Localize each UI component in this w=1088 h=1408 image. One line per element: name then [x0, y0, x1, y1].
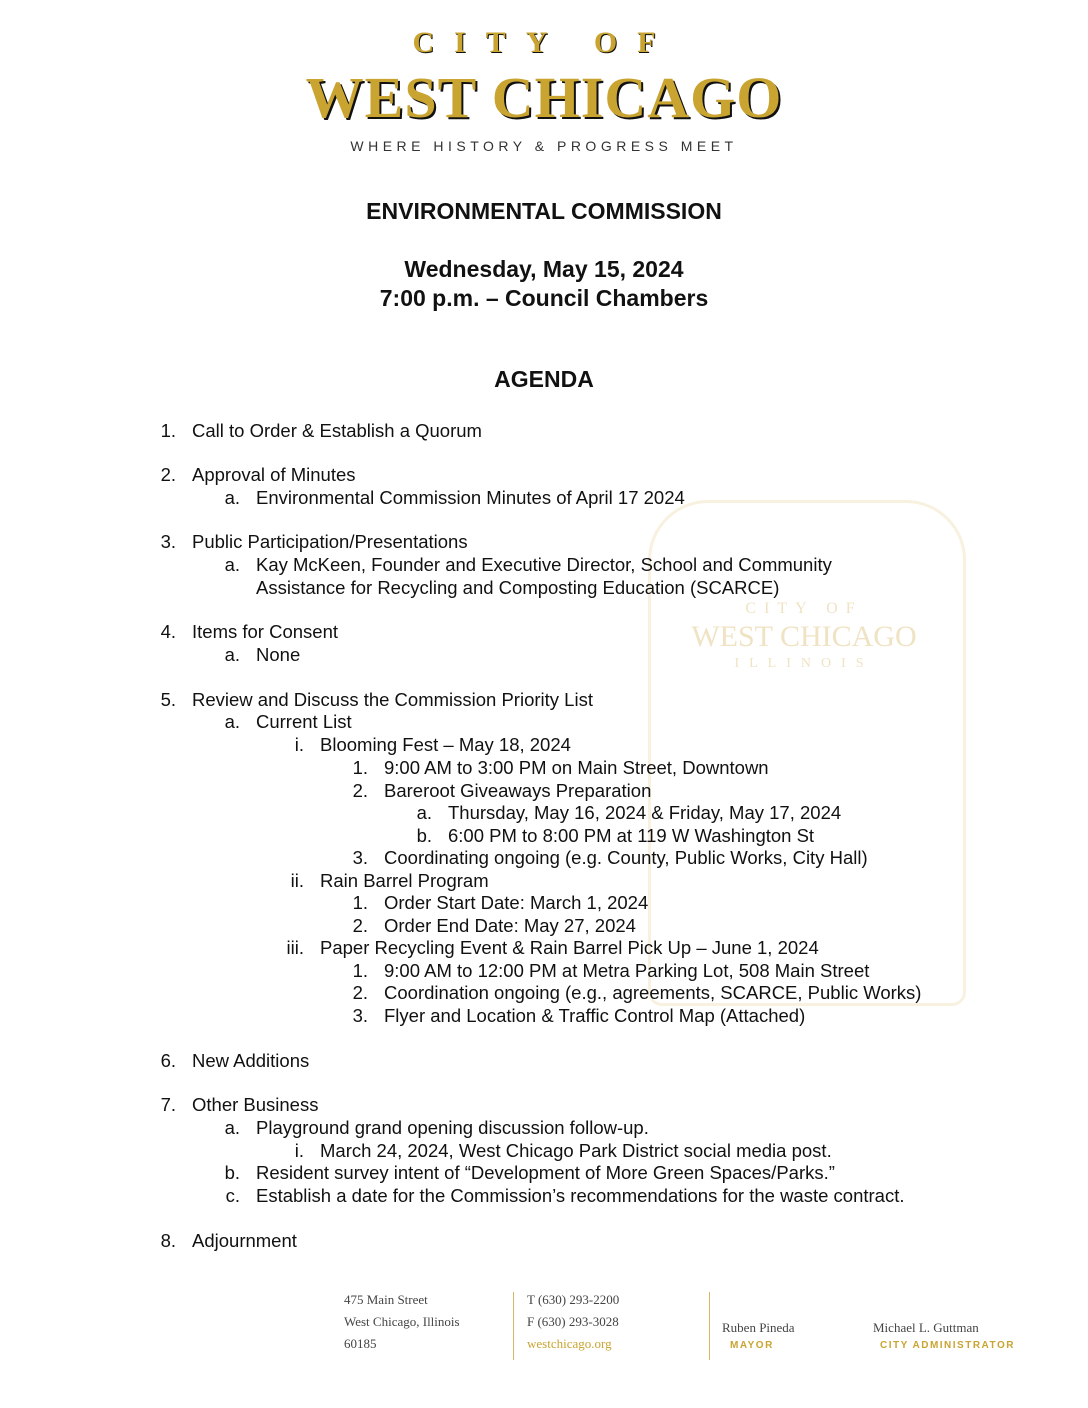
agenda-item-number: 3. — [352, 847, 368, 868]
agenda-item-text: Flyer and Location & Traffic Control Map (Attached) — [384, 1005, 806, 1026]
footer-phone: T (630) 293-2200 — [527, 1292, 620, 1307]
agenda-item-number: 1. — [352, 757, 368, 778]
watermark-city-of: CITY OF — [745, 600, 863, 617]
agenda-item-number: 3. — [160, 531, 176, 552]
watermark-west-chicago: WEST CHICAGO — [691, 620, 917, 653]
agenda-item-text: March 24, 2024, West Chicago Park District social media post. — [320, 1140, 832, 1161]
agenda-item-text: Thursday, May 16, 2024 & Friday, May 17, 2024 — [448, 802, 842, 823]
agenda-item-text: Paper Recycling Event & Rain Barrel Pick Up – June 1, 2024 — [320, 937, 819, 958]
agenda-item-text: Playground grand opening discussion follow-up. — [256, 1117, 649, 1138]
agenda-item-number: 7. — [160, 1094, 176, 1115]
agenda-item-text: Adjournment — [192, 1230, 297, 1251]
footer-divider-1 — [513, 1292, 514, 1360]
footer-address-city: West Chicago, Illinois — [344, 1314, 460, 1329]
agenda-item-text: None — [256, 644, 301, 665]
agenda-item-text: Coordination ongoing (e.g., agreements, SCARCE, Public Works) — [384, 982, 922, 1003]
agenda-title: AGENDA — [494, 366, 594, 392]
footer-mayor-name: Ruben Pineda — [722, 1320, 795, 1335]
agenda-item-text: Call to Order & Establish a Quorum — [192, 420, 482, 441]
agenda-item-text: Rain Barrel Program — [320, 870, 489, 891]
agenda-item-text: Blooming Fest – May 18, 2024 — [320, 734, 571, 755]
footer-address-zip: 60185 — [344, 1336, 377, 1351]
footer-admin-name: Michael L. Guttman — [873, 1320, 979, 1335]
agenda-item-text: Assistance for Recycling and Composting Education (SCARCE) — [256, 577, 780, 598]
agenda-item-number: 3. — [352, 1005, 368, 1026]
brand-city-of: CITY OF — [412, 26, 676, 59]
agenda-item-text: Other Business — [192, 1094, 319, 1115]
agenda-item-number: 2. — [352, 780, 368, 801]
agenda-item-text: Resident survey intent of “Development of More Green Spaces/Parks.” — [256, 1162, 835, 1183]
agenda-item-text: Environmental Commission Minutes of April 17 2024 — [256, 487, 685, 508]
meeting-time-place: 7:00 p.m. – Council Chambers — [379, 285, 709, 311]
agenda-item-number: b. — [416, 825, 432, 846]
agenda-item-number: 1. — [352, 960, 368, 981]
agenda-item-text: Kay McKeen, Founder and Executive Director, School and Community — [256, 554, 832, 575]
agenda-item-number: a. — [224, 554, 240, 575]
agenda-item-number: 8. — [160, 1230, 176, 1251]
agenda-item-number: a. — [224, 1117, 240, 1138]
agenda-item-text: Establish a date for the Commission’s recommendations for the waste contract. — [256, 1185, 905, 1206]
agenda-item-number: 2. — [352, 982, 368, 1003]
footer-mayor-role: MAYOR — [730, 1340, 774, 1351]
footer-admin-role: CITY ADMINISTRATOR — [880, 1340, 1015, 1351]
agenda-item-text: Items for Consent — [192, 621, 339, 642]
agenda-item-text: 9:00 AM to 12:00 PM at Metra Parking Lot, 508 Main Street — [384, 960, 870, 981]
agenda-item-number: a. — [416, 802, 432, 823]
agenda-item-text: Review and Discuss the Commission Priority List — [192, 689, 593, 710]
footer-address-street: 475 Main Street — [344, 1292, 428, 1307]
agenda-item-text: Public Participation/Presentations — [192, 531, 468, 552]
agenda-item-text: Order End Date: May 27, 2024 — [384, 915, 636, 936]
agenda-item-number: 1. — [160, 420, 176, 441]
agenda-item-number: a. — [224, 487, 240, 508]
agenda-item-number: 5. — [160, 689, 176, 710]
brand-west-chicago: WEST CHICAGO — [305, 65, 783, 130]
agenda-item-number: i. — [294, 734, 304, 755]
brand-tagline: WHERE HISTORY & PROGRESS MEET — [350, 138, 738, 154]
agenda-item-text: 9:00 AM to 3:00 PM on Main Street, Downtown — [384, 757, 769, 778]
watermark-illinois: ILLINOIS — [734, 656, 874, 671]
agenda-item-number: b. — [224, 1162, 240, 1183]
commission-title: ENVIRONMENTAL COMMISSION — [366, 198, 722, 224]
agenda-item-number: c. — [225, 1185, 240, 1206]
agenda-item-number: 6. — [160, 1050, 176, 1071]
agenda-item-number: i. — [294, 1140, 304, 1161]
agenda-item-number: 4. — [160, 621, 176, 642]
agenda-item-text: Approval of Minutes — [192, 464, 356, 485]
agenda-item-number: iii. — [286, 937, 304, 958]
agenda-item-number: 2. — [352, 915, 368, 936]
agenda-item-text: Order Start Date: March 1, 2024 — [384, 892, 649, 913]
agenda-item-text: 6:00 PM to 8:00 PM at 119 W Washington St — [448, 825, 815, 846]
agenda-item-number: 1. — [352, 892, 368, 913]
agenda-item-text: Current List — [256, 711, 352, 732]
meeting-date: Wednesday, May 15, 2024 — [404, 256, 684, 282]
agenda-item-text: Bareroot Giveaways Preparation — [384, 780, 652, 801]
footer-website-link[interactable]: westchicago.org — [527, 1336, 612, 1351]
agenda-item-text: Coordinating ongoing (e.g. County, Public Works, City Hall) — [384, 847, 868, 868]
agenda-item-number: 2. — [160, 464, 176, 485]
agenda-item-number: a. — [224, 644, 240, 665]
agenda-item-number: a. — [224, 711, 240, 732]
agenda-item-text: New Additions — [192, 1050, 310, 1071]
footer-fax: F (630) 293-3028 — [527, 1314, 619, 1329]
agenda-item-number: ii. — [290, 870, 304, 891]
footer-divider-2 — [709, 1292, 710, 1360]
